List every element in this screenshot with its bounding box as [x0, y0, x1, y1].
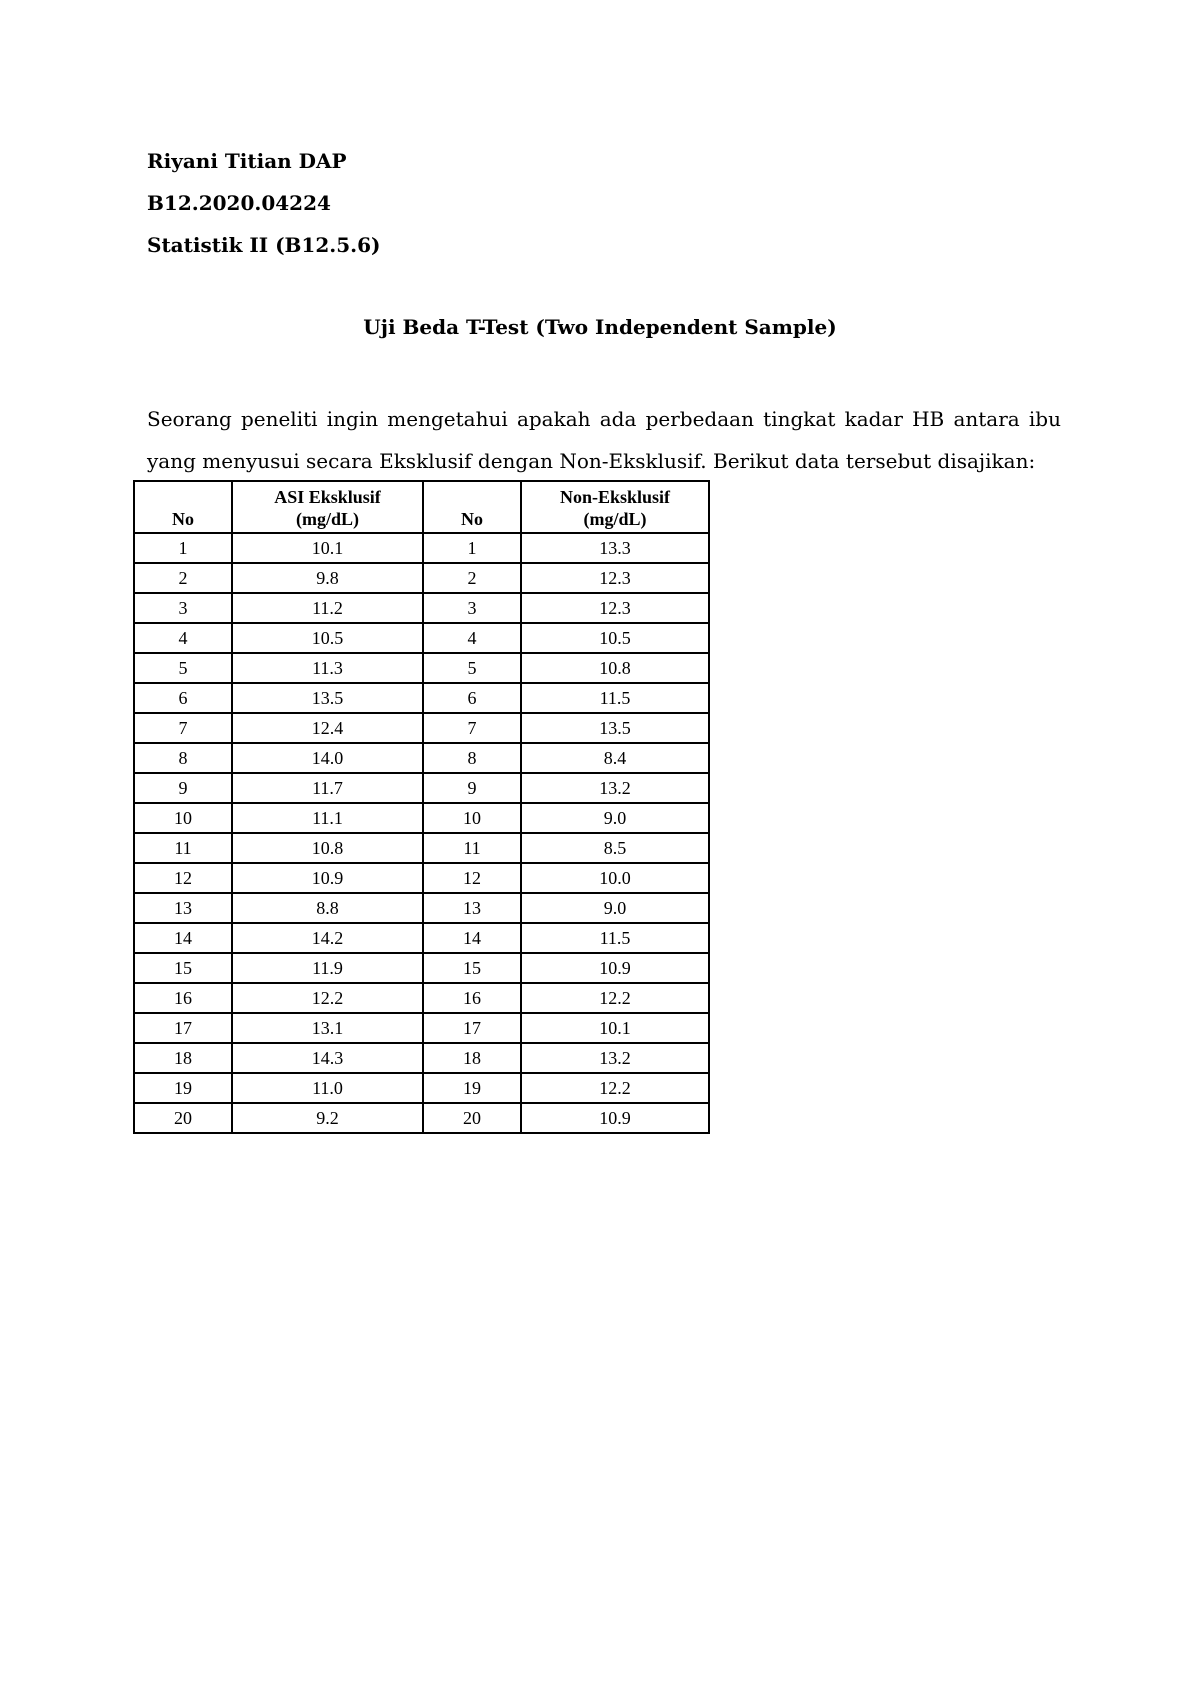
cell-asi-value: 11.0 — [232, 1073, 423, 1103]
cell-non-value: 9.0 — [521, 803, 709, 833]
table-row — [134, 923, 709, 953]
cell-non-value: 13.3 — [521, 533, 709, 563]
table-header-row — [134, 481, 709, 533]
table-row — [134, 713, 709, 743]
cell-no-asi: 6 — [134, 683, 232, 713]
header-asi-eksklusif: ASI Eksklusif (mg/dL) — [232, 481, 423, 533]
cell-no-non: 13 — [423, 893, 521, 923]
cell-no-asi: 4 — [134, 623, 232, 653]
cell-asi-value: 11.2 — [232, 593, 423, 623]
cell-non-value: 10.5 — [521, 623, 709, 653]
cell-no-non: 8 — [423, 743, 521, 773]
cell-asi-value: 10.1 — [232, 533, 423, 563]
cell-no-asi: 19 — [134, 1073, 232, 1103]
header-no-1: No — [134, 481, 232, 533]
cell-no-non: 10 — [423, 803, 521, 833]
cell-no-non: 7 — [423, 713, 521, 743]
intro-paragraph: Seorang peneliti ingin mengetahui apakah ada perbedaan tingkat kadar HB antara ibu yang menyusui secara Eksklusif dengan Non-Eksklusif. Berikut data tersebut disajikan: — [147, 407, 1061, 473]
cell-asi-value: 9.2 — [232, 1103, 423, 1133]
cell-no-non: 9 — [423, 773, 521, 803]
cell-no-asi: 5 — [134, 653, 232, 683]
cell-no-non: 16 — [423, 983, 521, 1013]
cell-non-value: 13.5 — [521, 713, 709, 743]
table-row — [134, 773, 709, 803]
cell-asi-value: 10.8 — [232, 833, 423, 863]
cell-asi-value: 12.2 — [232, 983, 423, 1013]
cell-no-non: 12 — [423, 863, 521, 893]
cell-asi-value: 10.5 — [232, 623, 423, 653]
cell-no-asi: 8 — [134, 743, 232, 773]
cell-no-asi: 7 — [134, 713, 232, 743]
table-row — [134, 953, 709, 983]
cell-no-non: 5 — [423, 653, 521, 683]
table-row — [134, 623, 709, 653]
cell-asi-value: 11.9 — [232, 953, 423, 983]
cell-no-non: 20 — [423, 1103, 521, 1133]
cell-non-value: 12.2 — [521, 1073, 709, 1103]
cell-asi-value: 13.5 — [232, 683, 423, 713]
cell-non-value: 12.3 — [521, 563, 709, 593]
cell-no-asi: 3 — [134, 593, 232, 623]
cell-no-non: 2 — [423, 563, 521, 593]
cell-non-value: 12.2 — [521, 983, 709, 1013]
cell-no-non: 18 — [423, 1043, 521, 1073]
cell-asi-value: 12.4 — [232, 713, 423, 743]
cell-non-value: 9.0 — [521, 893, 709, 923]
cell-non-value: 11.5 — [521, 923, 709, 953]
cell-non-value: 13.2 — [521, 1043, 709, 1073]
table-row — [134, 683, 709, 713]
table-row — [134, 833, 709, 863]
cell-no-non: 17 — [423, 1013, 521, 1043]
cell-asi-value: 14.0 — [232, 743, 423, 773]
cell-asi-value: 8.8 — [232, 893, 423, 923]
cell-no-asi: 14 — [134, 923, 232, 953]
table-row — [134, 743, 709, 773]
author-name: Riyani Titian DAP — [147, 149, 347, 173]
table-row — [134, 893, 709, 923]
cell-non-value: 10.1 — [521, 1013, 709, 1043]
cell-no-asi: 10 — [134, 803, 232, 833]
cell-no-non: 4 — [423, 623, 521, 653]
cell-asi-value: 11.3 — [232, 653, 423, 683]
header-non-eksklusif: Non-Eksklusif (mg/dL) — [521, 481, 709, 533]
cell-asi-value: 11.7 — [232, 773, 423, 803]
table-row — [134, 593, 709, 623]
cell-no-asi: 15 — [134, 953, 232, 983]
cell-non-value: 10.0 — [521, 863, 709, 893]
cell-no-asi: 20 — [134, 1103, 232, 1133]
cell-asi-value: 10.9 — [232, 863, 423, 893]
cell-non-value: 13.2 — [521, 773, 709, 803]
cell-non-value: 10.9 — [521, 953, 709, 983]
cell-non-value: 8.5 — [521, 833, 709, 863]
cell-no-asi: 1 — [134, 533, 232, 563]
cell-non-value: 10.8 — [521, 653, 709, 683]
table-row — [134, 1013, 709, 1043]
cell-no-non: 1 — [423, 533, 521, 563]
cell-non-value: 11.5 — [521, 683, 709, 713]
cell-no-non: 11 — [423, 833, 521, 863]
table-row — [134, 803, 709, 833]
table-row — [134, 563, 709, 593]
cell-no-asi: 16 — [134, 983, 232, 1013]
cell-non-value: 10.9 — [521, 1103, 709, 1133]
table-row — [134, 1073, 709, 1103]
data-table — [133, 480, 710, 1134]
student-id: B12.2020.04224 — [147, 191, 331, 215]
cell-asi-value: 13.1 — [232, 1013, 423, 1043]
cell-asi-value: 9.8 — [232, 563, 423, 593]
cell-asi-value: 11.1 — [232, 803, 423, 833]
cell-no-asi: 18 — [134, 1043, 232, 1073]
course-name: Statistik II (B12.5.6) — [147, 233, 381, 257]
table-row — [134, 1103, 709, 1133]
table-body — [134, 533, 709, 1133]
table-row — [134, 1043, 709, 1073]
document-title: Uji Beda T-Test (Two Independent Sample) — [363, 315, 837, 339]
table-row — [134, 653, 709, 683]
cell-asi-value: 14.3 — [232, 1043, 423, 1073]
table-row — [134, 983, 709, 1013]
header-no-2: No — [423, 481, 521, 533]
cell-no-non: 19 — [423, 1073, 521, 1103]
cell-no-asi: 12 — [134, 863, 232, 893]
cell-no-asi: 13 — [134, 893, 232, 923]
cell-non-value: 8.4 — [521, 743, 709, 773]
cell-no-asi: 17 — [134, 1013, 232, 1043]
table-row — [134, 533, 709, 563]
cell-no-non: 3 — [423, 593, 521, 623]
cell-no-asi: 2 — [134, 563, 232, 593]
cell-no-asi: 11 — [134, 833, 232, 863]
cell-asi-value: 14.2 — [232, 923, 423, 953]
cell-no-non: 6 — [423, 683, 521, 713]
cell-no-asi: 9 — [134, 773, 232, 803]
cell-no-non: 14 — [423, 923, 521, 953]
author-block — [147, 146, 381, 272]
table-row — [134, 863, 709, 893]
cell-no-non: 15 — [423, 953, 521, 983]
cell-non-value: 12.3 — [521, 593, 709, 623]
